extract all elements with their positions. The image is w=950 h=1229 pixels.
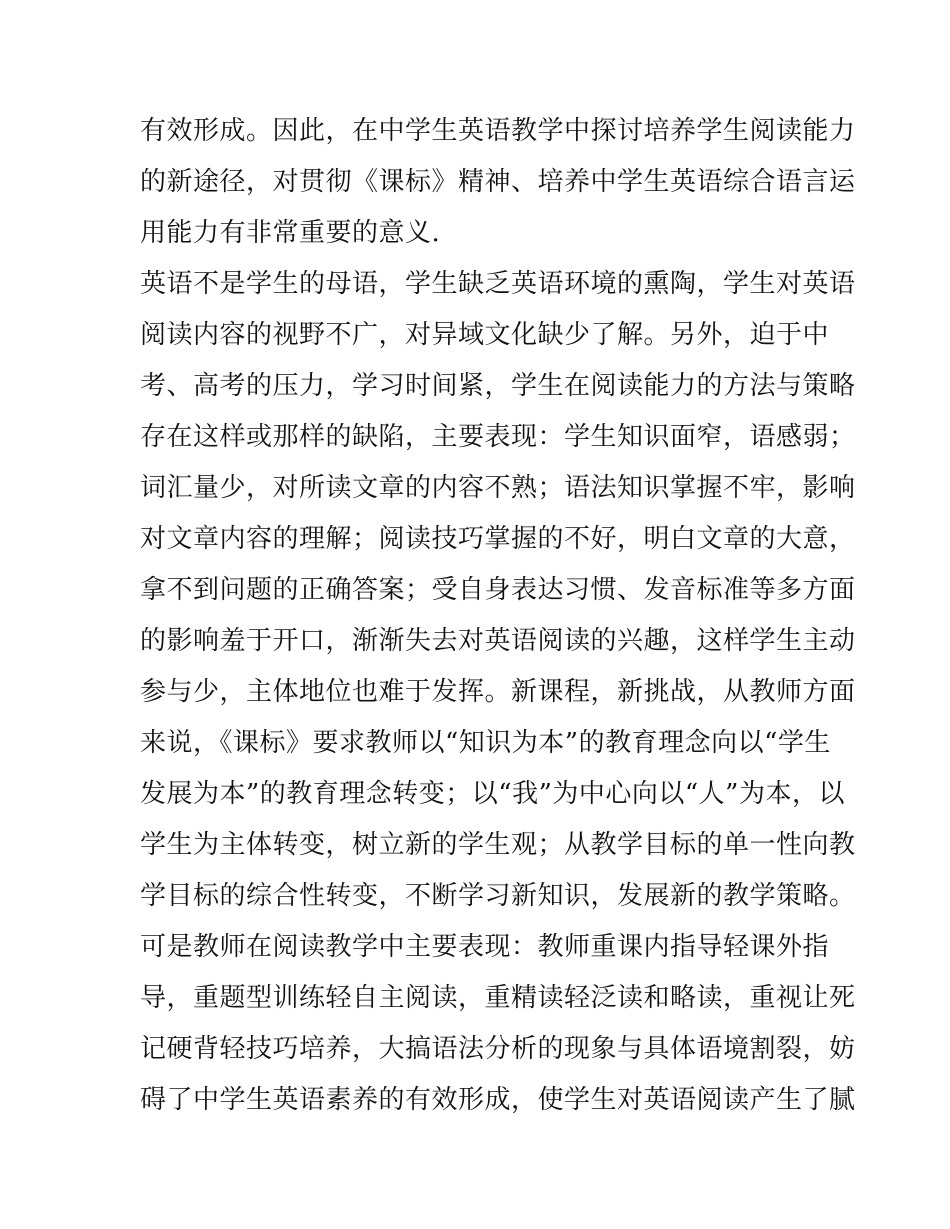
text-line: 的新途径，对贯彻《课标》精神、培养中学生英语综合语言运 [140,167,856,197]
text-line: 导，重题型训练轻自主阅读，重精读轻泛读和略读，重视让死 [140,983,856,1013]
text-line: 学目标的综合性转变，不断学习新知识，发展新的教学策略。 [140,881,856,911]
text-line: 来说，《课标》要求教师以“知识为本”的教育理念向以“学生 [140,728,831,758]
text-line: 参与少，主体地位也难于发挥。新课程，新挑战，从教师方面 [140,677,856,707]
text-line: 可是教师在阅读教学中主要表现：教师重课内指导轻课外指 [140,932,830,962]
text-line: 的影响羞于开口，渐渐失去对英语阅读的兴趣，这样学生主动 [140,626,856,656]
text-line: 有效形成。因此，在中学生英语教学中探讨培养学生阅读能力 [140,116,856,146]
text-line: 拿不到问题的正确答案；受自身表达习惯、发音标准等多方面 [140,575,856,605]
text-line: 发展为本”的教育理念转变；以“我”为中心向以“人”为本，以 [140,779,845,809]
text-line: 学生为主体转变，树立新的学生观；从教学目标的单一性向教 [140,830,856,860]
text-line: 碍了中学生英语素养的有效形成，使学生对英语阅读产生了腻 [140,1085,856,1115]
text-line: 英语不是学生的母语，学生缺乏英语环境的熏陶，学生对英语 [140,269,856,299]
body-text [140,106,856,1126]
text-line: 阅读内容的视野不广，对异域文化缺少了解。另外，迫于中 [140,320,830,350]
text-line: 对文章内容的理解；阅读技巧掌握的不好，明白文章的大意， [140,524,856,554]
text-line: 用能力有非常重要的意义. [140,218,441,248]
text-line: 记硬背轻技巧培养，大搞语法分析的现象与具体语境割裂，妨 [140,1034,856,1064]
text-line: 考、高考的压力，学习时间紧，学生在阅读能力的方法与策略 [140,371,856,401]
text-line: 存在这样或那样的缺陷，主要表现：学生知识面窄，语感弱； [140,422,856,452]
text-line: 词汇量少，对所读文章的内容不熟；语法知识掌握不牢，影响 [140,473,856,503]
